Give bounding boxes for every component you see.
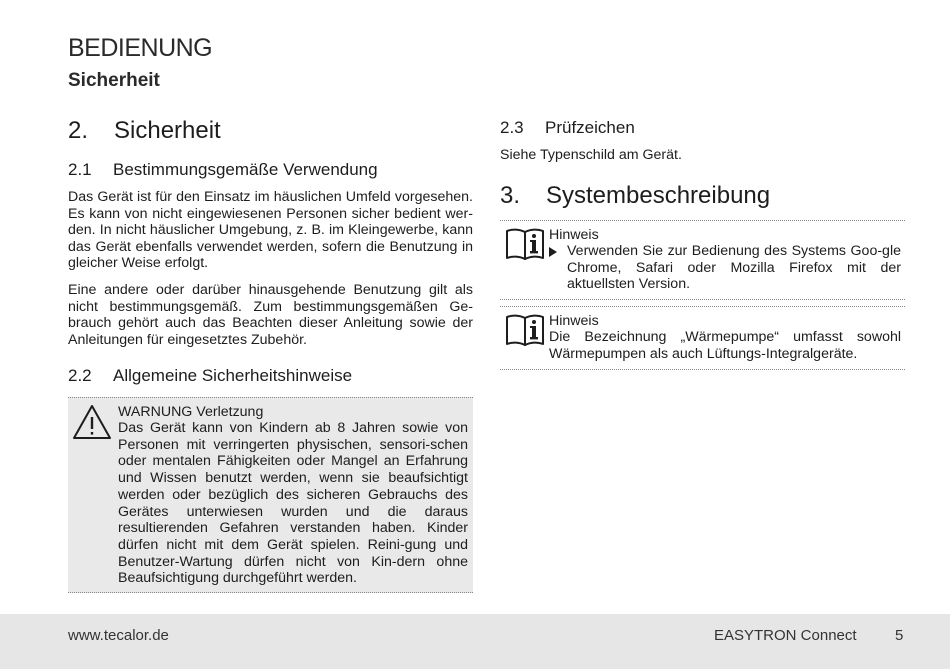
book-info-icon (504, 313, 546, 347)
section-3-heading (500, 182, 770, 210)
page-number: 5 (895, 627, 904, 644)
page-subtitle: Sicherheit (68, 70, 160, 91)
book-info-icon (504, 227, 546, 261)
paragraph-improper-use: Eine andere oder darüber hinausgehende Benutzung gilt als nicht bestimmungsgemäß. Zum bestimmungsgemäßen Ge-brauch gehört auch das Beachten dieser Anleitung sowie der Anleitungen für eingesetztes Zubehör. (68, 282, 473, 348)
note-title: Hinweis (549, 313, 599, 329)
note-text: Verwenden Sie zur Bedienung des Systems Goo-gle Chrome, Safari oder Mozilla Firefox mit der aktuellsten Version. (567, 243, 901, 293)
note-body (549, 243, 901, 293)
footer-product-name: EASYTRON Connect (714, 627, 857, 644)
section-number: 2.2 (68, 366, 92, 385)
paragraph-test-mark: Siehe Typenschild am Gerät. (500, 147, 682, 163)
page-title: BEDIENUNG (68, 34, 213, 62)
footer-url[interactable]: www.tecalor.de (68, 627, 169, 644)
warning-text: Das Gerät kann von Kindern ab 8 Jahren sowie von Personen mit verringerten physischen, sensori-schen oder mentalen Fähigkeiten oder Mangel an Erfahrung und Wissen benutzt werden, wenn sie beaufsichtigt werden oder bezüglich des sicheren Gebrauchs des Gerätes unterwiesen wurden und die daraus resultierenden Gefahren verstanden haben. Kinder dürfen nicht mit dem Gerät spielen. Reini-gung und Benutzer-Wartung dürfen nicht von Kin-dern ohne Beaufsichtigung durchgeführt werden. (118, 420, 468, 587)
section-2-1-heading (68, 160, 378, 180)
section-number: 2.1 (68, 160, 92, 179)
section-2-2-heading (68, 366, 352, 386)
note-box-browser (500, 220, 905, 300)
paragraph-intended-use: Das Gerät ist für den Einsatz im häuslichen Umfeld vorgesehen. Es kann von nicht eingewiesenen Personen sicher bedient wer-den. In nicht häuslicher Umgebung, z. B. im Kleingewerbe, kann das Gerät ebenfalls verwendet werden, sofern die Benutzung in gleicher Weise erfolgt. (68, 189, 473, 272)
section-2-3-heading (500, 118, 635, 138)
note-text: Die Bezeichnung „Wärmepumpe“ umfasst sowohl Wärmepumpen als auch Lüftungs-Integralgeräte. (549, 329, 901, 362)
warning-title: WARNUNG Verletzung (118, 404, 264, 420)
bullet-arrow-icon (549, 247, 557, 257)
section-title: Systembeschreibung (546, 182, 771, 209)
section-title: Sicherheit (114, 117, 221, 144)
section-title: Allgemeine Sicherheitshinweise (113, 366, 353, 385)
warning-triangle-icon (72, 404, 112, 440)
page-footer (0, 614, 950, 669)
section-2-heading (68, 117, 221, 145)
note-title: Hinweis (549, 227, 599, 243)
section-number: 2. (68, 117, 89, 144)
section-number: 3. (500, 182, 521, 209)
section-number: 2.3 (500, 118, 524, 137)
section-title: Prüfzeichen (545, 118, 635, 137)
section-title: Bestimmungsgemäße Verwendung (113, 160, 378, 179)
note-box-terminology (500, 306, 905, 370)
warning-box (68, 397, 473, 593)
